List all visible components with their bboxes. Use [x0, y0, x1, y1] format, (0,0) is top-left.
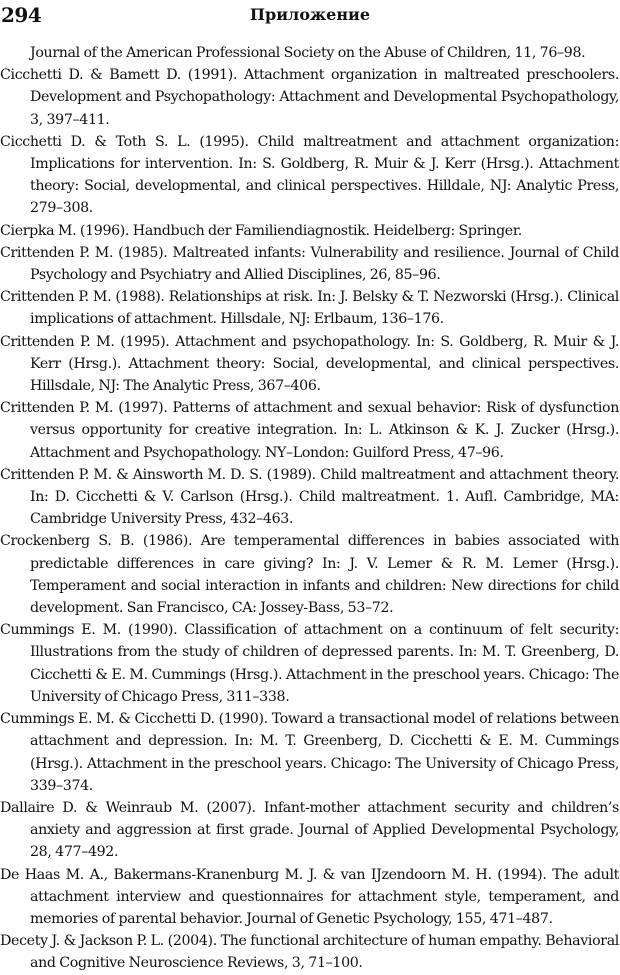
- reference-entry: Crittenden P. M. (1995). Attachment and psychopathology. In: S. Goldberg, R. Muir & J. Kerr (Hrsg.). Attachment theory: Social, developmental, and clinical perspectives. Hillsdale, NJ: The Analytic Press, 367–406.: [0, 333, 619, 395]
- reference-entry: Crockenberg S. B. (1986). Are temperamental differences in babies associated with predictable differences in care giving? In: J. V. Lemer & R. M. Lemer (Hrsg.). Temperament and social interaction in infants and children: New directions for child development. San Francisco, CA: Jossey-Bass, 53–72.: [0, 533, 619, 617]
- reference-entry: Crittenden P. M. & Ainsworth M. D. S. (1989). Child maltreatment and attachment theory. In: D. Cicchetti & V. Carlson (Hrsg.). Child maltreatment. 1. Aufl. Cambridge, MA: Cambridge University Press, 432–463.: [0, 466, 619, 528]
- reference-list: [0, 42, 619, 975]
- reference-entry-continued: Journal of the American Professional Society on the Abuse of Children, 11, 76–98.: [30, 45, 586, 61]
- reference-entry: Decety J. & Jackson P. L. (2004). The functional architecture of human empathy. Behavioral and Cognitive Neuroscience Reviews, 3, 71–100.: [0, 933, 619, 972]
- page-number: 294: [1, 3, 42, 27]
- reference-entry: Dallaire D. & Weinraub M. (2007). Infant-mother attachment security and children’s anxiety and aggression at first grade. Journal of Applied Developmental Psychology, 28, 477–492.: [0, 799, 619, 861]
- reference-entry: De Haas M. A., Bakermans-Kranenburg M. J. & van IJzendoorn M. H. (1994). The adult attachment interview and questionnaires for attachment style, temperament, and memories of parental behavior. Journal of Genetic Psychology, 155, 471–487.: [0, 866, 619, 927]
- reference-entry: Cicchetti D. & Bamett D. (1991). Attachment organization in maltreated preschoolers. Development and Psychopathology: Attachment and Developmental Psychopathology, 3, 397–411.: [0, 67, 619, 128]
- reference-entry: Cicchetti D. & Toth S. L. (1995). Child maltreatment and attachment organization: Implications for intervention. In: S. Goldberg, R. Muir & J. Kerr (Hrsg.). Attachment theory: Social, developmental, and clinical perspectives. Hilldale, NJ: Analytic Press, 279–308.: [0, 133, 619, 217]
- running-head: Приложение: [249, 5, 371, 24]
- reference-entry: Crittenden P. M. (1988). Relationships at risk. In: J. Belsky & T. Nezworski (Hrsg.). Clinical implications of attachment. Hillsdale, NJ: Erlbaum, 136–176.: [0, 289, 619, 328]
- reference-entry: Cummings E. M. & Cicchetti D. (1990). Toward a transactional model of relations between attachment and depression. In: M. T. Greenberg, D. Cicchetti & E. M. Cummings (Hrsg.). Attachment in the preschool years. Chicago: The University of Chicago Press, 339–374.: [0, 711, 619, 794]
- reference-entry: Crittenden P. M. (1997). Patterns of attachment and sexual behavior: Risk of dysfunction versus opportunity for creative integration. In: L. Atkinson & K. J. Zucker (Hrsg.). Attachment and Psychopathology. NY–London: Guilford Press, 47–96.: [0, 400, 619, 461]
- reference-entry: Crittenden P. M. (1985). Maltreated infants: Vulnerability and resilience. Journal of Child Psychology and Psychiatry and Allied Disciplines, 26, 85–96.: [0, 244, 619, 284]
- reference-entry: Cummings E. M. (1990). Classification of attachment on a continuum of felt security: Illustrations from the study of children of depressed parents. In: M. T. Greenberg, D. Cicchetti & E. M. Cummings (Hrsg.). Attachment in the preschool years. Chicago: The University of Chicago Press, 311–338.: [0, 622, 619, 705]
- page-header: [0, 2, 620, 28]
- reference-entry: Cierpka M. (1996). Handbuch der Familiendiagnostik. Heidelberg: Springer.: [0, 222, 522, 239]
